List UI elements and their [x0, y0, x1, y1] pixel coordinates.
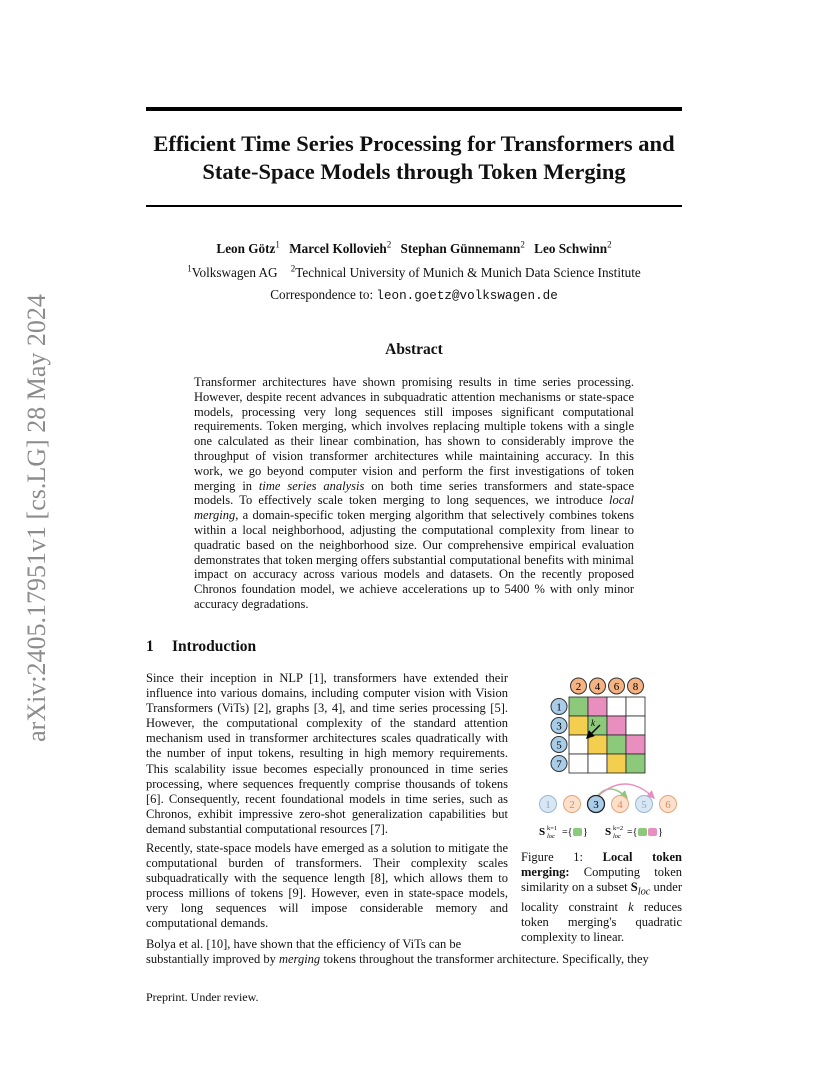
token-label: 7: [556, 758, 562, 771]
similarity-cell: [626, 754, 645, 773]
author: Leo Schwinn$^2$: [534, 240, 612, 257]
arxiv-id: arXiv:2405.17951v1 [cs.LG] 28 May 2024: [22, 294, 51, 742]
similarity-cell: [607, 697, 626, 716]
similarity-cell: [569, 754, 588, 773]
bottom-rule: [146, 205, 682, 207]
sequence-token-label: 5: [641, 799, 647, 811]
author-list: [146, 240, 682, 257]
similarity-cell: [569, 697, 588, 716]
affiliations: [146, 264, 682, 281]
affiliation: $^2$Technical University of Munich & Munich Data Science Institute: [290, 264, 641, 281]
similarity-cell: [626, 735, 645, 754]
token-label: 8: [632, 681, 639, 693]
sequence-token-label: 4: [617, 799, 623, 811]
token-label: 3: [556, 720, 562, 733]
set-k1: [539, 825, 588, 840]
author: Marcel Kollovieh$^2$: [289, 240, 392, 257]
paper-title: [146, 130, 682, 186]
abstract-body: Transformer architectures have shown promising results in time series processing. However, despite recent advances in subquadratic attention mechanisms or state-space models, processing very long sequences still imposes significant computational requirements. Token merging, which involves replacing multiple tokens with a single one calculated as their linear combination, has shown to considerably improve the throughput of vision transformer architectures while maintaining accuracy. In this work, we go beyond computer vision and perform the first investigations of token merging in time series analysis on both time series transformers and state-space models. To effectively scale token merging to long sequences, we introduce local merging, a domain-specific token merging algorithm that selectively combines tokens within a local neighborhood, adjusting the computational complexity from linear to quadratic based on the neighborhood size. Our comprehensive empirical evaluation demonstrates that token merging offers substantial computational benefits with minimal impact on accuracy across various models and datasets. On the recently proposed Chronos foundation model, we achieve accelerations up to 5400 % with only minor accuracy degradations.: [194, 375, 634, 611]
similarity-cell: [626, 716, 645, 735]
token-label: 4: [594, 681, 601, 693]
svg-text:k=2: k=2: [613, 825, 624, 832]
token-label: 1: [556, 701, 562, 714]
svg-text:loc: loc: [613, 833, 621, 840]
sequence-token-label: 1: [545, 799, 551, 811]
svg-text:k=1: k=1: [547, 825, 558, 832]
similarity-cell: [607, 735, 626, 754]
intro-paragraph-2: Recently, state-space models have emerged as a solution to mitigate the computational burden of transformers. Their complexity scales subquadratically with the sequence length [8], which allows them to process millions of tokens [9]. However, even in state-space models, very long sequences will impose considerable memory and computational demands.: [146, 841, 508, 931]
title-line-1: Efficient Time Series Processing for Transformers and: [153, 131, 675, 156]
intro-paragraph-1: Since their inception in NLP [1], transformers have extended their influence into various domains, including computer vision with Vision Transformers (ViTs) [2], graphs [3, 4], and time series processing [5]. However, the computational complexity of the standard attention mechanism used in transformer architectures scales quadratically with the number of input tokens, resulting in high memory requirements. This scalability issue becomes especially pronounced in time series processing, where sequences frequently comprise thousands of tokens [6]. Consequently, recent foundational models in time series, such as Chronos, exhibit impressive zero-shot generalization capabilities but demand substantial computational resources [7].: [146, 671, 508, 836]
author: Leon Götz$^1$: [216, 240, 280, 257]
similarity-cell: [569, 716, 588, 735]
set-k2: [605, 825, 663, 840]
svg-text:}: }: [583, 827, 588, 838]
locality-k-label: k: [591, 718, 595, 728]
figure-caption: Figure 1: Local token merging: Computing token similarity on a subset $S_{loc}$ under locality constraint k reduces token merging's quadratic complexity to linear.: [521, 850, 683, 944]
similarity-cell: [626, 697, 645, 716]
intro-paragraph-3: Bolya et al. [10], have shown that the efficiency of ViTs can be substantially improved by merging tokens throughout the transformer architecture. Specifically, they: [146, 937, 649, 967]
correspondence-email: leon.goetz@volkswagen.de: [376, 289, 558, 303]
section-title: Introduction: [172, 638, 257, 655]
top-rule: [146, 107, 682, 111]
similarity-cell: [607, 754, 626, 773]
svg-text:loc: loc: [547, 833, 555, 840]
token-label: 5: [556, 739, 562, 752]
similarity-cell: [588, 754, 607, 773]
sequence-token-label: 6: [665, 799, 671, 811]
correspondence: Correspondence to: leon.goetz@volkswagen.de: [270, 287, 558, 303]
svg-text:S: S: [539, 826, 546, 838]
svg-text:={: ={: [627, 827, 638, 838]
affiliation: $^1$Volkswagen AG: [187, 264, 278, 281]
sequence-token-label: 3: [593, 799, 599, 811]
token-label: 2: [575, 681, 582, 693]
figure-local-token-merging: [521, 670, 682, 845]
similarity-cell: [588, 735, 607, 754]
section-number: 1: [146, 638, 154, 655]
svg-text:={: ={: [562, 827, 573, 838]
sequence-token-label: 2: [569, 799, 575, 811]
author: Stephan Günnemann$^2$: [400, 240, 525, 257]
title-line-2: State-Space Models through Token Merging: [202, 159, 626, 184]
similarity-cell: [588, 697, 607, 716]
svg-text:}: }: [658, 827, 663, 838]
svg-text:S: S: [605, 826, 612, 838]
abstract-heading: Abstract: [385, 341, 443, 358]
token-label: 6: [613, 681, 620, 693]
section-heading: [146, 638, 256, 656]
similarity-cell: [569, 735, 588, 754]
footer-note: Preprint. Under review.: [146, 990, 259, 1004]
similarity-cell: [607, 716, 626, 735]
